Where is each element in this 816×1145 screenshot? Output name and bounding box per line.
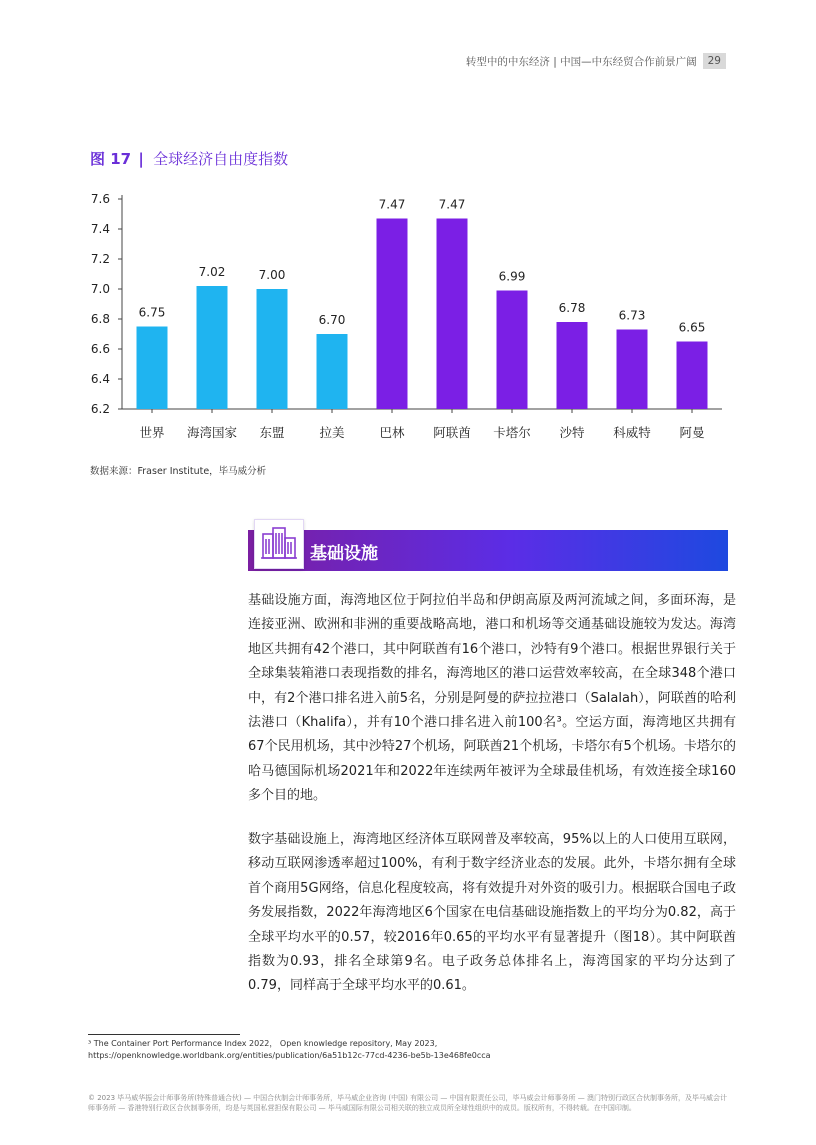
paragraph-digital-infrastructure: 数字基础设施上，海湾地区经济体互联网普及率较高，95%以上的人口使用互联网，移动互联网渗透率超过100%，有利于数字经济业态的发展。此外，卡塔尔拥有全球首个商用5G网络，信息化程度较高，将有效提升对外资的吸引力。根据联合国电子政务发展指数，2022年海湾地区6个国家在电信基础设施指数上的平均分为0.82，高于全球平均水平的0.57，较2016年0.65的平均水平有显著提升（图18）。其中阿联酋指数为0.93，排名全球第9名。电子政务总体排名上，海湾国家的平均分达到了0.79，同样高于全球平均水平的0.61。	[248, 832, 736, 994]
x-tick-label: 东盟	[259, 425, 285, 440]
figure-label: 图 17	[90, 150, 132, 168]
y-tick-label: 6.8	[90, 312, 110, 326]
figure-name: 全球经济自由度指数	[153, 150, 289, 168]
y-tick-label: 7.2	[90, 252, 110, 266]
bar-value-label: 6.75	[138, 305, 166, 320]
x-tick-label: 科威特	[613, 425, 651, 440]
x-tick-label: 阿联酋	[433, 425, 471, 440]
section-header	[248, 519, 728, 571]
bar-value-label: 6.78	[558, 301, 586, 315]
footnote-citation: ³ The Container Port Performance Index 2022， Open knowledge repository, May 2023,	[88, 1039, 438, 1048]
footnote	[88, 1038, 728, 1062]
footnote-url: https://openknowledge.worldbank.org/entities/publication/6a51b12c-77cd-4236-be5b-13e468fe0cca	[88, 1051, 491, 1060]
figure-source: 数据来源：Fraser Institute，毕马威分析	[90, 466, 267, 477]
bar	[317, 334, 348, 409]
bar-value-label: 6.70	[318, 313, 346, 327]
paragraph-infrastructure: 基础设施方面，海湾地区位于阿拉伯半岛和伊朗高原及两河流域之间，多面环海，是连接亚洲、欧洲和非洲的重要战略高地，港口和机场等交通基础设施较为发达。海湾地区共拥有42个港口，其中阿联酋有16个港口，沙特有9个港口。根据世界银行关于全球集装箱港口表现指数的排名，海湾地区的港口运营效率较高，在全球348个港口中，有2个港口排名进入前5名，分别是阿曼的萨拉拉港口（Salalah），阿联酋的哈利法港口（Khalifa），并有10个港口排名进入前100名³。空运方面，海湾地区共拥有67个民用机场，其中沙特27个机场，阿联酋21个机场，卡塔尔有5个机场。卡塔尔的哈马德国际机场2021年和2022年连续两年被评为全球最佳机场，有效连接全球160多个目的地。	[248, 593, 736, 804]
page-number: 29	[703, 53, 726, 69]
bar	[677, 342, 708, 410]
bar-value-label: 6.99	[498, 269, 526, 284]
running-title: 转型中的中东经济 | 中国—中东经贸合作前景广阔	[465, 55, 697, 68]
bar	[197, 286, 228, 409]
y-tick-label: 6.6	[90, 342, 110, 356]
y-tick-label: 7.6	[90, 192, 110, 206]
bar-value-label: 6.65	[678, 320, 706, 335]
footnote-divider	[88, 1034, 240, 1035]
x-tick-label: 阿曼	[679, 425, 705, 440]
building-icon	[254, 519, 304, 569]
bar-value-label: 6.73	[618, 308, 646, 323]
x-tick-label: 海湾国家	[186, 425, 238, 440]
bar	[557, 322, 588, 409]
x-tick-label: 巴林	[379, 425, 405, 440]
y-tick-label: 7.0	[90, 282, 110, 296]
bar	[497, 291, 528, 410]
y-tick-label: 7.4	[90, 222, 110, 236]
copyright-notice: © 2023 毕马威华振会计师事务所(特殊普通合伙) — 中国合伙制会计师事务所，毕马威企业咨询 (中国) 有限公司 — 中国有限责任公司，毕马威会计师事务所 — 澳门特别行政区合伙制事务所，及毕马威会计师事务所 — 香港特别行政区合伙制事务所，均是与英国私营担保有限公司 — 毕马威国际有限公司相关联的独立成员所全球性组织中的成员。版权所有，不得转载。在中国印制。	[88, 1094, 727, 1112]
x-tick-label: 沙特	[559, 425, 585, 440]
y-tick-label: 6.4	[90, 372, 110, 386]
x-tick-label: 世界	[139, 425, 165, 440]
bar	[437, 219, 468, 410]
bar-value-label: 7.02	[198, 265, 226, 279]
x-tick-label: 卡塔尔	[493, 425, 531, 440]
figure-title	[90, 148, 288, 169]
figure-separator: |	[138, 150, 144, 168]
bar-chart	[82, 185, 732, 455]
bar	[257, 289, 288, 409]
section-title: 基础设施	[310, 544, 378, 564]
bar-value-label: 7.47	[438, 197, 466, 212]
bar	[617, 330, 648, 410]
bar-value-label: 7.00	[258, 268, 286, 282]
y-tick-label: 6.2	[90, 402, 110, 416]
running-header	[466, 53, 726, 69]
section-title-bar	[248, 530, 728, 571]
bar-value-label: 7.47	[378, 197, 406, 212]
bar	[377, 219, 408, 410]
bar	[137, 327, 168, 410]
x-tick-label: 拉美	[319, 425, 345, 440]
